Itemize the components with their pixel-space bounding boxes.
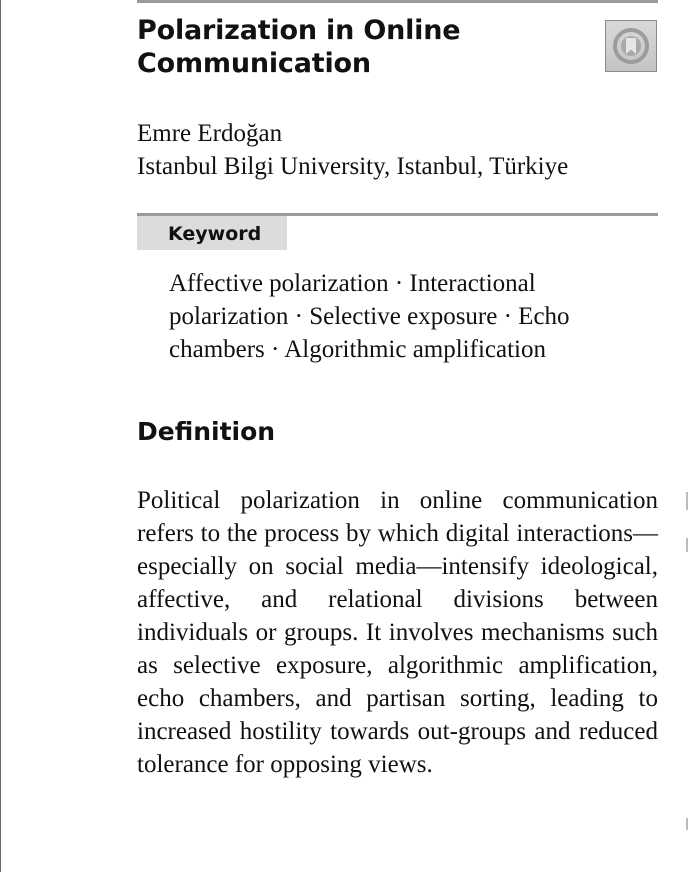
section-heading-definition: Definition [137,417,276,446]
article-title: Polarization in Online Communication [137,15,461,79]
top-rule [137,0,658,3]
entry-page [137,0,658,872]
author-affiliation: Istanbul Bilgi University, Istanbul, Türkiye [137,153,569,180]
keyword-label: Keyword [137,216,287,250]
page-left-edge [0,0,1,872]
crossmark-badge[interactable] [605,20,657,72]
definition-paragraph: Political polarization in online communication refers to the process by which digital interactions—especially on social media—intensify ideological, affective, and relational divisions between individuals or groups. It involves mechanisms such as selective exposure, algorithmic amplification, echo chambers, and partisan sorting, leading to increased hostility towards out-groups and reduced tolerance for opposing views. [137,487,658,778]
crossmark-icon [612,27,650,65]
keyword-list: Affective polarization · Interactional polarization · Selective exposure · Echo chambers · Algorithmic amplification [169,270,570,363]
author-name: Emre Erdoğan [137,120,283,147]
